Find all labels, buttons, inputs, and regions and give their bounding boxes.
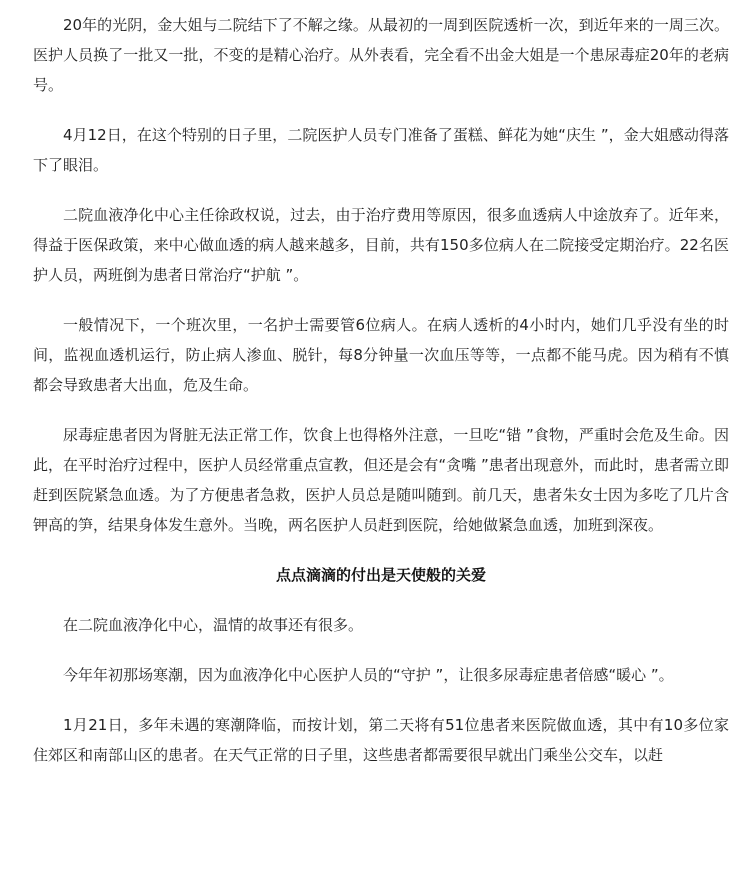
paragraph-diet-emergency: 尿毒症患者因为肾脏无法正常工作，饮食上也得格外注意，一旦吃“错 ”食物，严重时会危及生命。因此，在平时治疗过程中，医护人员经常重点宣教，但还是会有“贪嘴 ”患者出现意外，而此时，患者需立即赶到医院紧急血透。为了方便患者急救，医护人员总是随叫随到。前几天，患者朱女士因为多吃了几片含钾高的笋，结果身体发生意外。当晚，两名医护人员赶到医院，给她做紧急血透，加班到深夜。 bbox=[33, 426, 729, 534]
article-body bbox=[33, 10, 729, 790]
paragraph-warm-stories: 在二院血液净化中心，温情的故事还有很多。 bbox=[63, 616, 364, 634]
paragraph-anniversary: 20年的光阴，金大姐与二院结下了不解之缘。从最初的一周到医院透析一次，到近年来的一周三次。医护人员换了一批又一批，不变的是精心治疗。从外表看，完全看不出金大姐是一个患尿毒症20年的老病号。 bbox=[33, 16, 729, 94]
paragraph-january-21: 1月21日，多年未遇的寒潮降临，而按计划，第二天将有51位患者来医院做血透，其中有10多位家住郊区和南部山区的患者。在天气正常的日子里，这些患者都需要很早就出门乘坐公交车，以赶 bbox=[33, 716, 729, 764]
section-heading: 点点滴滴的付出是天使般的关爱 bbox=[275, 566, 486, 584]
paragraph-cold-wave: 今年年初那场寒潮，因为血液净化中心医护人员的“守护 ”，让很多尿毒症患者倍感“暖心 ”。 bbox=[63, 666, 674, 684]
paragraph-director-statement: 二院血液净化中心主任徐政权说，过去，由于治疗费用等原因，很多血透病人中途放弃了。近年来，得益于医保政策，来中心做血透的病人越来越多，目前，共有150多位病人在二院接受定期治疗。22名医护人员，两班倒为患者日常治疗“护航 ”。 bbox=[33, 206, 729, 284]
paragraph-birthday-celebration: 4月12日，在这个特别的日子里，二院医护人员专门准备了蛋糕、鲜花为她“庆生 ”，金大姐感动得落下了眼泪。 bbox=[33, 126, 729, 174]
paragraph-nurse-workload: 一般情况下，一个班次里，一名护士需要管6位病人。在病人透析的4小时内，她们几乎没有坐的时间，监视血透机运行，防止病人渗血、脱针，每8分钟量一次血压等等，一点都不能马虎。因为稍有不慎都会导致患者大出血，危及生命。 bbox=[33, 316, 729, 394]
